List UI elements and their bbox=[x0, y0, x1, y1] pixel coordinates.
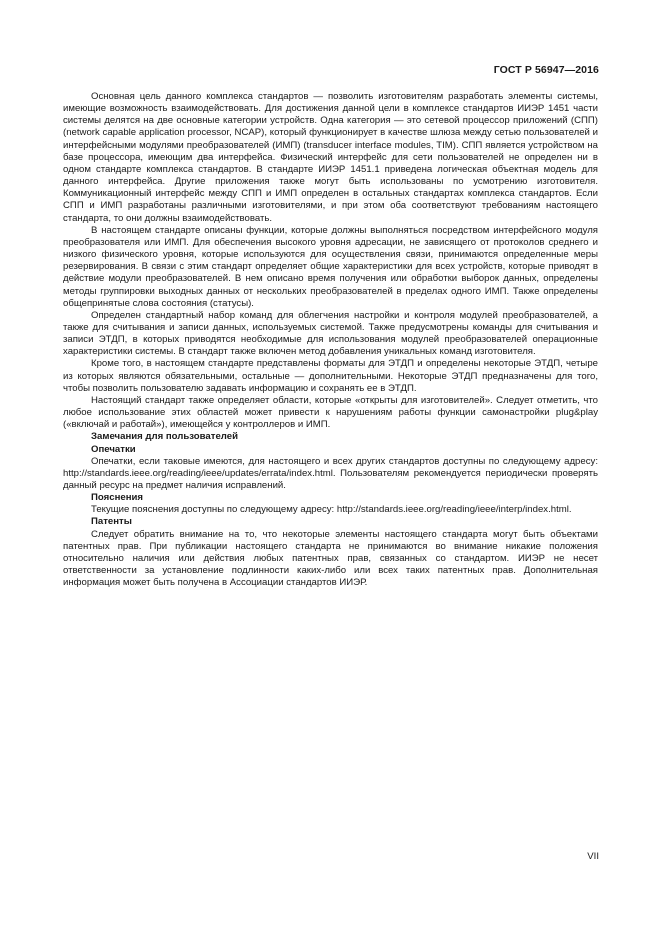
patents-text: Следует обратить внимание на то, что некоторые элементы настоящего стандарта могут быть объектами патентных прав. При публикации настоящего стандарта не принимаются во внимание никакие положения относительно наличия или действия любых патентных прав, связанных со стандартом. ИИЭР не несет ответственности за установление подлинности каких-либо или всех таких патентных прав. Дополнительная информация может быть получена в Ассоциации стандартов ИИЭР. bbox=[63, 528, 598, 589]
page-number: VII bbox=[587, 851, 599, 862]
paragraph-commands: Определен стандартный набор команд для облегчения настройки и контроля модулей преобразователей, а также для считывания и записи данных, используемых системой. Также предусмотрены команды для считывания и записи ЭТДП, в которых приводятся необходимые для использования модулей преобразователей операционные характеристики системы. В стандарт также включен метод добавления уникальных команд изготовителя. bbox=[63, 309, 598, 358]
paragraph-open-areas: Настоящий стандарт также определяет области, которые «открыты для изготовителей». Следует отметить, что любое использование этих областей может привести к нарушениям работы функции самонастройки plug&play («включай и работай»), имеющейся у контроллеров и ИМП. bbox=[63, 394, 598, 431]
paragraph-functions: В настоящем стандарте описаны функции, которые должны выполняться посредством интерфейсного модуля преобразователя или ИМП. Для обеспечения высокого уровня адресации, не зависящего от протоколов среднего и низкого физического уровня, которые используются для осуществления связи, принимаются определенные меры резервирования. В связи с этим стандарт определяет общие характеристики для всех устройств, которые приводят в действие модули преобразователей. В нем описано время получения или обработки выборок данных, определены методы группировки выходных данных от нескольких преобразователей в пределах одного ИМП. Также определены общепринятые слова состояния (статусы). bbox=[63, 224, 598, 309]
errata-heading: Опечатки bbox=[91, 443, 136, 455]
standard-code-header: ГОСТ Р 56947—2016 bbox=[493, 64, 599, 76]
interpretations-text: Текущие пояснения доступны по следующему адресу: http://standards.ieee.org/reading/ieee/interp/index.html. bbox=[91, 504, 572, 516]
patents-heading: Патенты bbox=[91, 516, 132, 528]
paragraph-purpose: Основная цель данного комплекса стандартов — позволить изготовителям разработать элементы системы, имеющие возможность взаимодействовать. Для достижения данной цели в комплексе стандартов ИИЭР 1451 части системы делятся на две основные категории устройств. Одна категория — это сетевой процессор приложений (СПП) (network capable application processor, NCAP), который функционирует в качестве шлюза между сетью пользователей и интерфейсными модулями преобразователей (ИМП) (transducer interface modules, TIM). СПП является устройством на базе процессора, имеющим два интерфейса. Физический интерфейс для сети пользователей не определен ни в одном стандарте комплекса стандартов. В стандарте ИИЭР 1451.1 приведена логическая объектная модель для данного интерфейса. Другие приложения также могут быть использованы по усмотрению изготовителя. Коммуникационный интерфейс между СПП и ИМП определен в остальных стандартах комплекса стандартов. Если СПП и ИМП разработаны различными изготовителями, и при этом оба соответствуют требованиям настоящего стандарта, то они должны взаимодействовать. bbox=[63, 91, 598, 224]
paragraph-formats: Кроме того, в настоящем стандарте представлены форматы для ЭТДП и определены некоторые ЭТДП, четыре из которых являются обязательными, остальные — дополнительными. Некоторые ЭТДП предназначены для того, чтобы позволить пользователю задавать информацию и сохранять ее в ЭТДП. bbox=[63, 358, 598, 394]
document-body bbox=[63, 91, 598, 589]
notes-title: Замечания для пользователей bbox=[91, 431, 238, 443]
interpretations-heading: Пояснения bbox=[91, 492, 143, 504]
errata-text: Опечатки, если таковые имеются, для настоящего и всех других стандартов доступны по следующему адресу: http://standards.ieee.org/reading/ieee/updates/errata/index.html. Пользователям рекомендуется периодически проверять данный ресурс на предмет наличия исправлений. bbox=[63, 455, 598, 491]
